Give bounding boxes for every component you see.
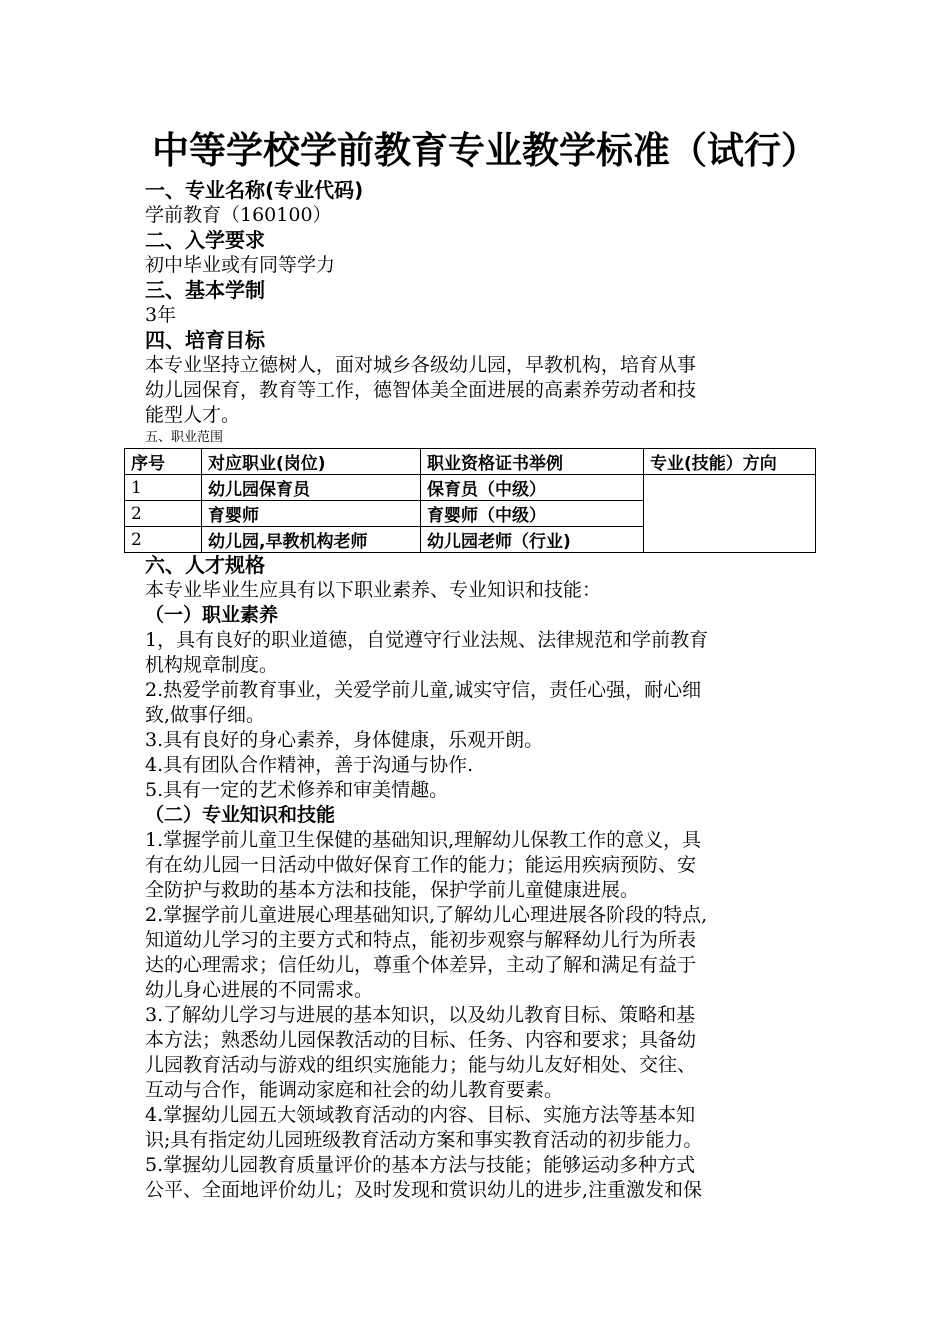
skills-line: 公平、全面地评价幼儿；及时发现和赏识幼儿的进步,注重激发和保	[145, 1179, 703, 1201]
skills-line: 本方法；熟悉幼儿园保教活动的目标、任务、内容和要求；具备幼	[145, 1029, 697, 1051]
subheading-knowledge-skills: （二）专业知识和技能	[145, 804, 336, 826]
section-heading-goals: 四、培育目标	[145, 328, 265, 352]
table-header-cell: 序号	[125, 449, 202, 475]
skills-line: 达的心理需求；信任幼儿，尊重个体差异，主动了解和满足有益于	[145, 954, 697, 976]
table-header-row	[125, 449, 816, 475]
skills-line: 知道幼儿学习的主要方式和特点，能初步观察与解释幼儿行为所表	[145, 929, 697, 951]
skills-line: 有在幼儿园一日活动中做好保育工作的能力；能运用疾病预防、安	[145, 854, 697, 876]
skills-line: 识;具有指定幼儿园班级教育活动方案和事实教育活动的初步能力。	[145, 1129, 703, 1151]
page-title: 中等学校学前教育专业教学标准（试行）	[152, 129, 818, 172]
section-text-duration: 3年	[145, 304, 177, 326]
table-row	[125, 475, 816, 501]
table-cell: 2	[125, 501, 202, 527]
skills-line: 5.掌握幼儿园教育质量评价的基本方法与技能；能够运动多种方式	[145, 1154, 696, 1176]
quality-line: 5.具有一定的艺术修养和审美情趣。	[145, 779, 449, 801]
section-heading-admission: 二、入学要求	[145, 228, 265, 252]
skills-line: 全防护与救助的基本方法和技能，保护学前儿童健康进展。	[145, 879, 640, 901]
career-table	[124, 448, 816, 553]
table-cell: 2	[125, 527, 202, 553]
skills-line: 3.了解幼儿学习与进展的基本知识，以及幼儿教育目标、策略和基	[145, 1004, 696, 1026]
table-header-cell: 职业资格证书举例	[421, 449, 644, 475]
table-cell: 幼儿园,早教机构老师	[202, 527, 421, 553]
section-heading-name: 一、专业名称(专业代码)	[145, 178, 364, 202]
subheading-professional-quality: （一）职业素养	[145, 604, 279, 626]
quality-line: 2.热爱学前教育事业，关爱学前儿童,诚实守信，责任心强，耐心细	[145, 679, 702, 701]
section-text-name: 学前教育（160100）	[145, 204, 332, 226]
table-cell: 保育员（中级）	[421, 475, 644, 501]
quality-line: 1，具有良好的职业道德，自觉遵守行业法规、法律规范和学前教育	[145, 629, 709, 651]
goals-line: 能型人才。	[145, 404, 241, 426]
section-heading-career-scope: 五、职业范围	[145, 430, 224, 445]
quality-line: 致,做事仔细。	[145, 704, 266, 726]
document-content	[131, 128, 825, 1203]
section-text-admission: 初中毕业或有同等学力	[145, 254, 336, 276]
quality-line: 机构规章制度。	[145, 654, 279, 676]
skills-line: 2.掌握学前儿童进展心理基础知识,了解幼儿心理进展各阶段的特点,	[145, 904, 708, 926]
table-cell-direction	[644, 475, 816, 553]
table-cell: 幼儿园保育员	[202, 475, 421, 501]
goals-line: 本专业坚持立德树人，面对城乡各级幼儿园，早教机构，培育从事	[145, 354, 697, 376]
table-cell: 1	[125, 475, 202, 501]
goals-line: 幼儿园保育，教育等工作，德智体美全面进展的高素养劳动者和技	[145, 379, 697, 401]
skills-line: 互动与合作，能调动家庭和社会的幼儿教育要素。	[145, 1079, 564, 1101]
table-cell: 育婴师（中级）	[421, 501, 644, 527]
talent-intro: 本专业毕业生应具有以下职业素养、专业知识和技能：	[145, 579, 602, 601]
section-heading-talent-spec: 六、人才规格	[145, 553, 265, 577]
quality-line: 3.具有良好的身心素养，身体健康，乐观开朗。	[145, 729, 544, 751]
section-heading-duration: 三、基本学制	[145, 278, 265, 302]
table-cell: 幼儿园老师（行业)	[421, 527, 644, 553]
skills-line: 幼儿身心进展的不同需求。	[145, 979, 374, 1001]
quality-line: 4.具有团队合作精神，善于沟通与协作.	[145, 754, 474, 776]
table-header-cell: 专业(技能）方向	[644, 449, 816, 475]
table-header-cell: 对应职业(岗位)	[202, 449, 421, 475]
skills-line: 4.掌握幼儿园五大领域教育活动的内容、目标、实施方法等基本知	[145, 1104, 696, 1126]
table-cell: 育婴师	[202, 501, 421, 527]
skills-line: 儿园教育活动与游戏的组织实施能力；能与幼儿友好相处、交往、	[145, 1054, 697, 1076]
skills-line: 1.掌握学前儿童卫生保健的基础知识,理解幼儿保教工作的意义，具	[145, 829, 702, 851]
